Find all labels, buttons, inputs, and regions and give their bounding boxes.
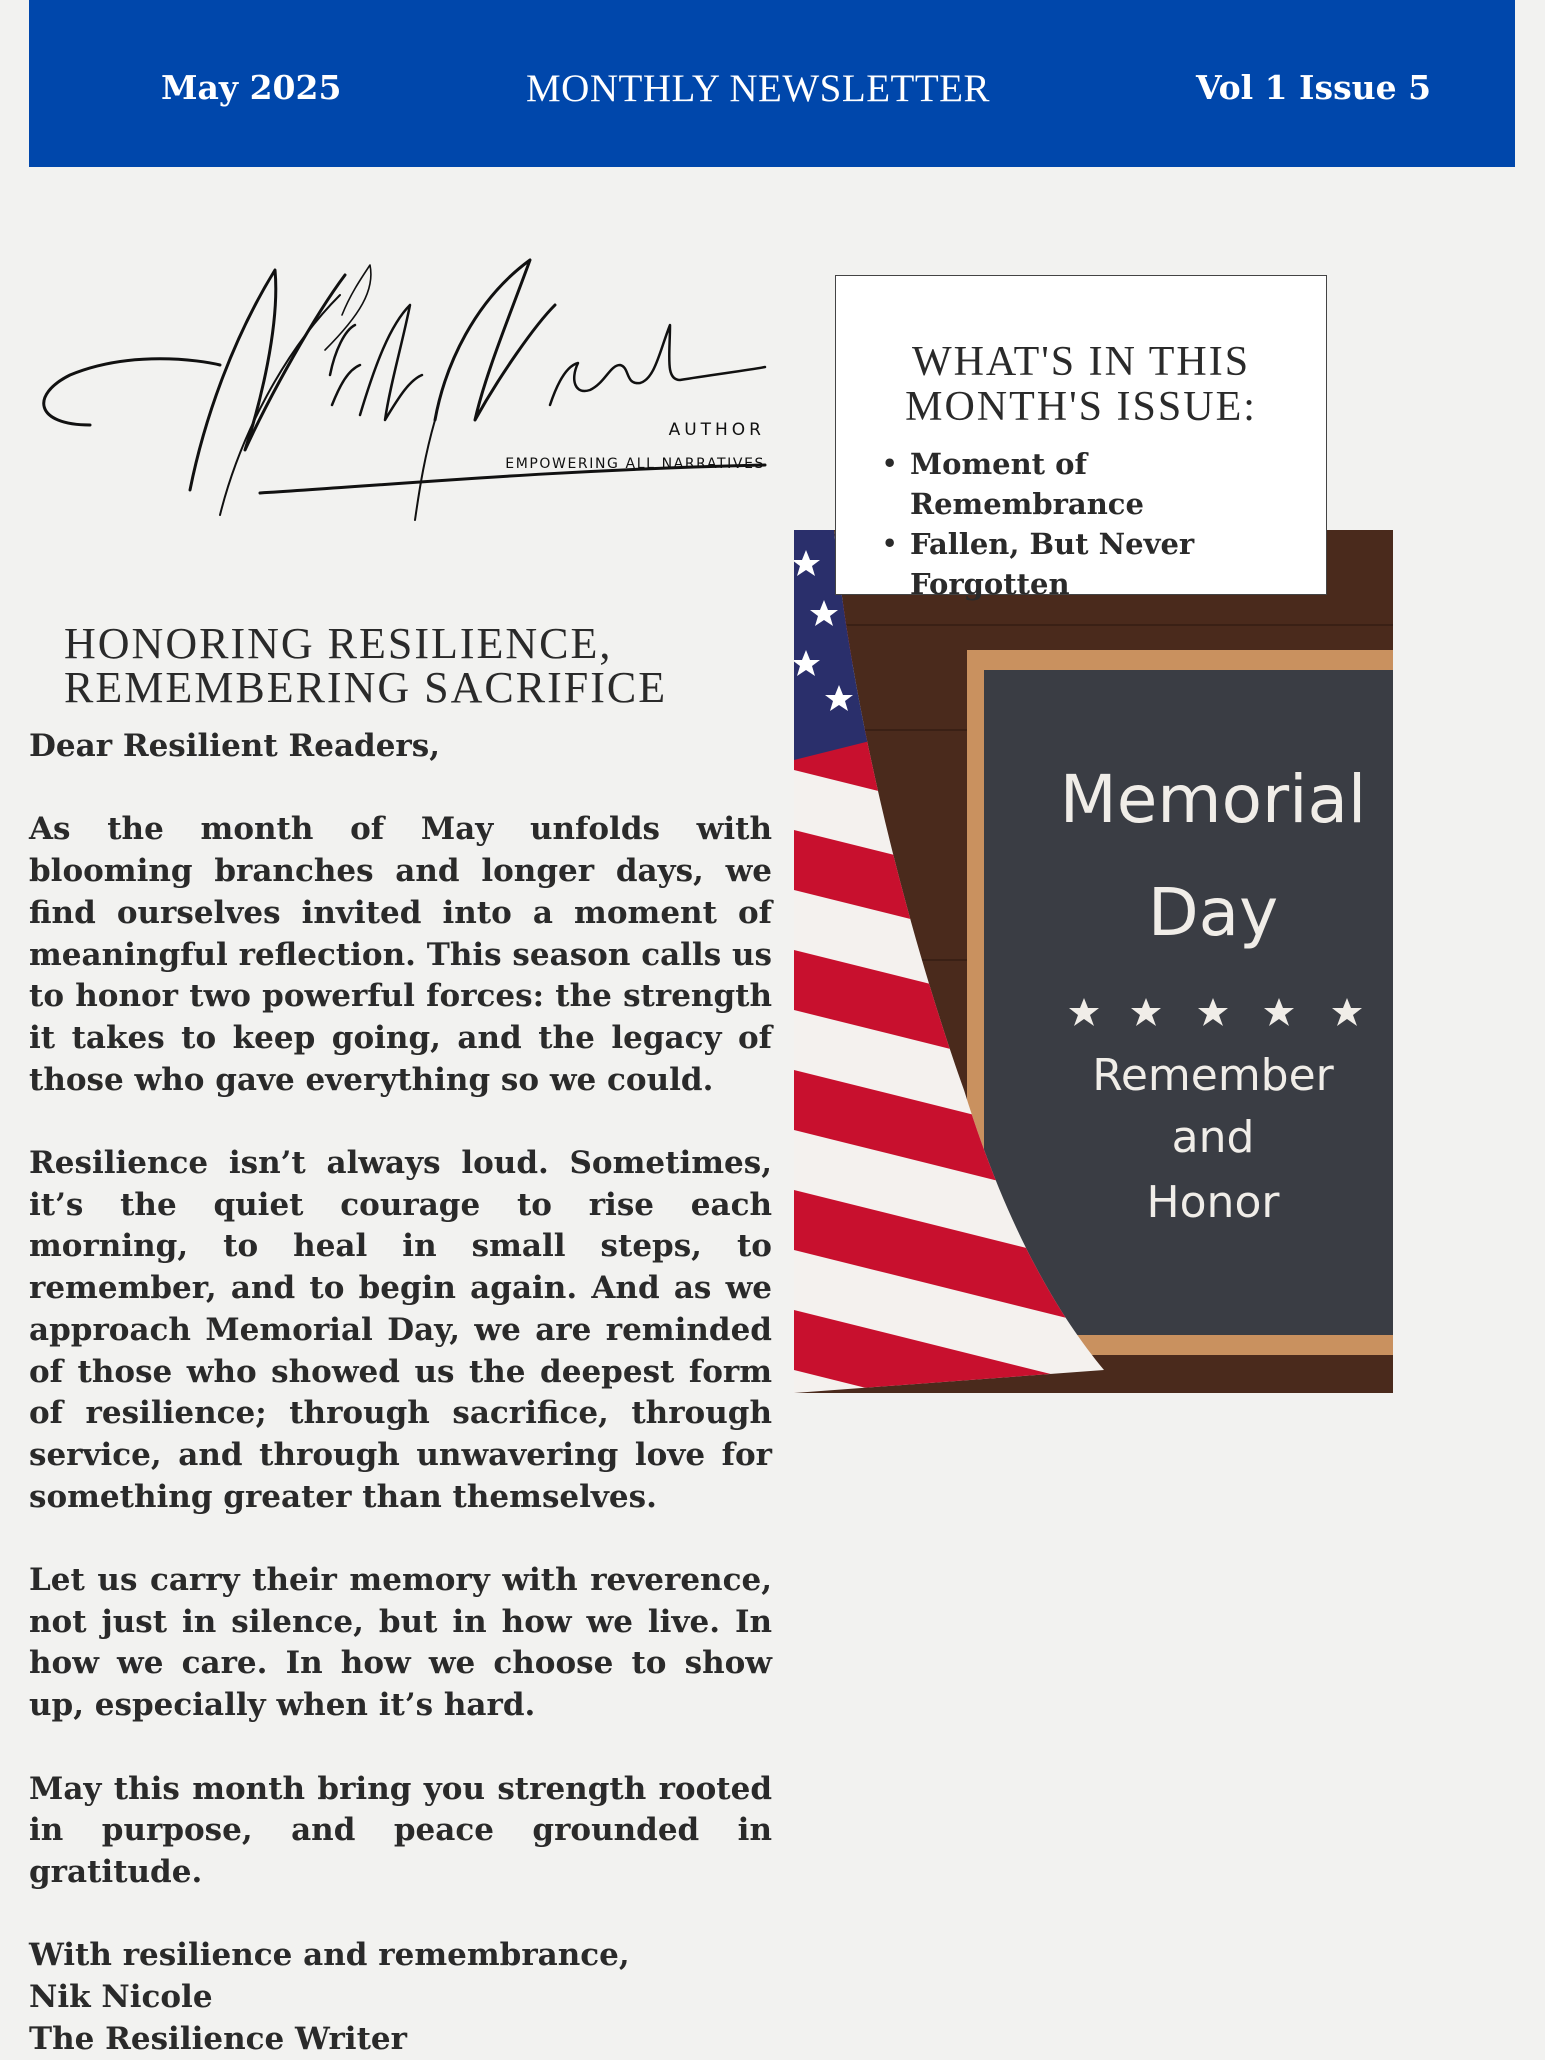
- toc-item: • Fallen, But Never Forgotten: [910, 524, 1326, 604]
- newsletter-header: [29, 0, 1515, 167]
- paragraph-3: Let us carry their memory with reverence, not just in silence, but in how we live. In how we care. In how we choose to show up, especially when it’s hard.: [29, 1562, 772, 1724]
- photo-text-day: Day: [1147, 874, 1279, 951]
- toc-heading-line-2: MONTH'S ISSUE:: [905, 384, 1257, 430]
- article-title: [64, 619, 668, 712]
- greeting: Dear Resilient Readers,: [29, 728, 441, 764]
- table-of-contents: [835, 275, 1327, 601]
- toc-item: • Moment of Remembrance: [910, 444, 1326, 524]
- paragraph-2: Resilience isn’t always loud. Sometimes, it’s the quiet courage to rise each morning, to heal in small steps, to remember, and to begin again. And as we approach Memorial Day, we are reminded of those who showed us the deepest form of resilience; through sacrifice, through service, and through unwavering love for something greater than themselves.: [29, 1145, 772, 1515]
- toc-heading: [836, 340, 1326, 430]
- memorial-day-photo: [794, 530, 1393, 1393]
- article-title-line-1: HONORING RESILIENCE,: [64, 619, 613, 668]
- toc-list: [836, 444, 1326, 604]
- issue-volume: Vol 1 Issue 5: [1196, 68, 1432, 107]
- closing: With resilience and remembrance,: [29, 1937, 630, 1974]
- logo-subtitle: AUTHOR: [668, 420, 765, 440]
- author-logo: [30, 255, 770, 540]
- paragraph-1: As the month of May unfolds with blooming branches and longer days, we find ourselves invited into a moment of meaningful reflection. This season calls us to honor two powerful forces: the strength it takes to keep going, and the legacy of those who gave everything so we could.: [29, 811, 772, 1098]
- photo-text-remember: Remember: [1092, 1050, 1334, 1101]
- signature-name: Nik Nicole: [29, 1979, 213, 2016]
- letter-body: [29, 726, 772, 2060]
- paragraph-4: May this month bring you strength rooted in purpose, and peace grounded in gratitude.: [29, 1770, 772, 1890]
- article-title-line-2: REMEMBERING SACRIFICE: [64, 663, 668, 712]
- photo-text-and: and: [1171, 1112, 1255, 1163]
- signature-title: The Resilience Writer: [29, 2020, 407, 2057]
- photo-text-honor: Honor: [1146, 1177, 1280, 1228]
- issue-date: May 2025: [161, 68, 342, 107]
- newsletter-title: MONTHLY NEWSLETTER: [526, 67, 990, 110]
- photo-text-memorial: Memorial: [1059, 761, 1367, 838]
- toc-heading-line-1: WHAT'S IN THIS: [911, 339, 1251, 385]
- logo-tagline: EMPOWERING ALL NARRATIVES: [505, 456, 765, 472]
